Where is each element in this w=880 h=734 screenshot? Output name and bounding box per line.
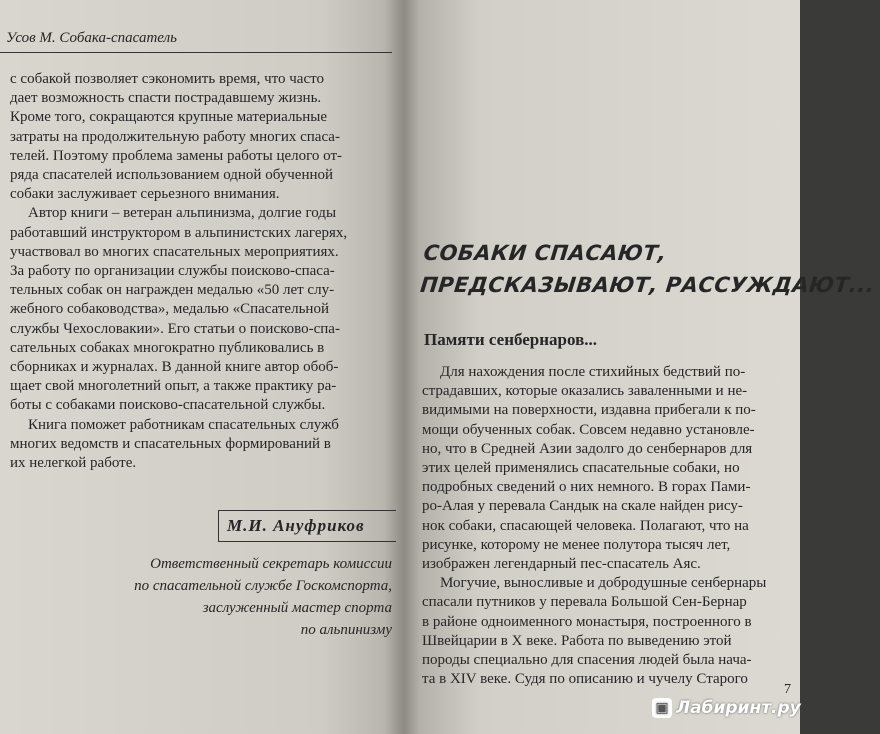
- text-line: Книга поможет работникам спасательных служб: [28, 416, 339, 433]
- right-page: [402, 0, 876, 734]
- chapter-title-line: ПРЕДСКАЗЫВАЮТ, РАССУЖДАЮТ...: [419, 273, 876, 297]
- caption-line: по спасательной службе Госкомспорта,: [134, 578, 392, 594]
- text-line: видимыми на поверхности, издавна прибегали к по-: [422, 402, 756, 419]
- author-signature: М.И. Ануфриков: [218, 510, 396, 542]
- text-line: подробных сведений о них немного. В горах Пами-: [422, 479, 751, 496]
- text-line: затраты на продолжительную работу многих спаса-: [10, 128, 340, 145]
- text-line: страдавших, которые оказались заваленными и не-: [422, 383, 748, 400]
- chapter-title: [419, 237, 880, 301]
- running-head: Усов М. Собака-спасатель: [6, 30, 177, 46]
- text-line: ряда спасателей использованием одной обученной: [10, 167, 334, 184]
- text-line: рисунке, которому не менее полутора тысяч лет,: [422, 536, 731, 553]
- header-rule: [0, 52, 392, 53]
- text-line: телей. Поэтому проблема замены работы целого от-: [10, 147, 342, 164]
- text-line: участвовал во многих спасательных мероприятиях.: [10, 243, 339, 260]
- text-line: Могучие, выносливые и добродушные сенбернары: [440, 575, 767, 592]
- text-line: сательных собаках многократно публиковались в: [10, 339, 325, 356]
- text-line: но, что в Средней Азии задолго до сенбернаров для: [422, 440, 753, 457]
- caption-line: по альпинизму: [300, 622, 392, 638]
- chapter-title-line: СОБАКИ СПАСАЮТ,: [422, 241, 668, 265]
- text-line: службы Чехословакии». Его статьи о поисково-спа-: [10, 320, 340, 337]
- watermark: [652, 698, 801, 718]
- text-line: их нелегкой работе.: [10, 455, 137, 472]
- text-line: многих ведомств и спасательных формирований в: [10, 435, 331, 452]
- text-line: За работу по организации службы поисково-спаса-: [10, 263, 335, 280]
- left-page: [0, 0, 392, 734]
- watermark-text: Лабиринт.ру: [676, 698, 801, 718]
- text-line: тельных собак он награжден медалью «50 лет слу-: [10, 282, 335, 299]
- text-line: Швейцарии в X веке. Работа по выведению этой: [422, 632, 732, 649]
- author-caption: [134, 553, 392, 641]
- text-line: нок собаки, спасающей человека. Полагают, что на: [422, 517, 749, 534]
- caption-line: Ответственный секретарь комиссии: [150, 556, 392, 572]
- section-title: Памяти сенбернаров...: [424, 330, 598, 349]
- text-line: спасали путников у перевала Большой Сен-Бернар: [422, 594, 747, 611]
- text-line: этих целей применялись спасательные собаки, но: [422, 460, 740, 477]
- text-line: мощи обученных собак. Совсем недавно установле-: [422, 421, 755, 438]
- text-line: боты с собаками поисково-спасательной службы.: [10, 397, 326, 414]
- labyrinth-logo-icon: ▣: [652, 698, 672, 718]
- text-line: породы специально для спасения людей была нача-: [422, 652, 752, 669]
- text-line: работавший инструктором в альпинистских лагерях,: [10, 224, 348, 241]
- text-line: ро-Алая у перевала Сандык на скале найден рису-: [422, 498, 743, 515]
- text-line: дает возможность спасти пострадавшему жизнь.: [10, 90, 322, 107]
- text-line: Автор книги – ветеран альпинизма, долгие годы: [28, 205, 337, 222]
- caption-line: заслуженный мастер спорта: [202, 600, 392, 616]
- text-line: Для нахождения после стихийных бедствий по-: [440, 364, 746, 380]
- text-line: та в XIV веке. Судя по описанию и чучелу Старого: [422, 671, 748, 688]
- right-body-text: [422, 363, 800, 689]
- text-line: собаки заслуживает серьезного внимания.: [10, 186, 280, 203]
- left-body-text: [10, 70, 400, 473]
- page-number: 7: [784, 682, 791, 697]
- text-line: щает свой многолетний опыт, а также практику ра-: [10, 378, 337, 395]
- text-line: изображен легендарный пес-спасатель Аяс.: [422, 556, 701, 573]
- text-line: сборниках и журналах. В данной книге автор обоб-: [10, 359, 339, 376]
- text-line: Кроме того, сокращаются крупные материальные: [10, 109, 328, 126]
- text-line: в районе одноименного монастыря, построенного в: [422, 613, 752, 630]
- text-line: с собакой позволяет сэкономить время, что часто: [10, 71, 324, 87]
- text-line: жебного собаководства», медалью «Спасательной: [10, 301, 329, 318]
